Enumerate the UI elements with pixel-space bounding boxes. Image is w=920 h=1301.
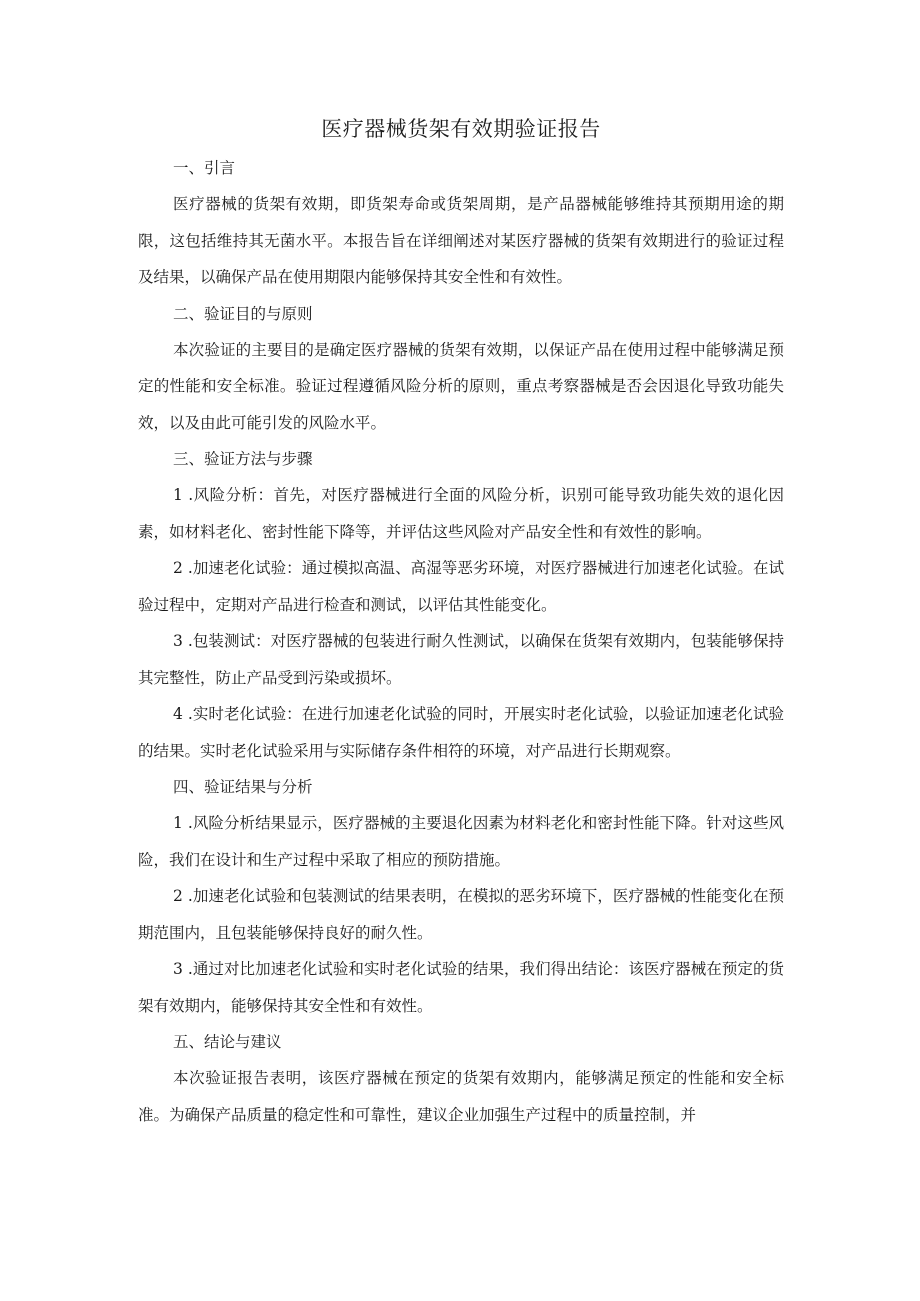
paragraph: 本次验证的主要目的是确定医疗器械的货架有效期，以保证产品在使用过程中能够满足预定的性能和安全标准。验证过程遵循风险分析的原则，重点考察器械是否会因退化导致功能失效，以及由此可能引发的风险水平。 [138,340,784,432]
section-heading: 三、验证方法与步骤 [173,450,313,468]
paragraph: 本次验证报告表明，该医疗器械在预定的货架有效期内，能够满足预定的性能和安全标准。为确保产品质量的稳定性和可靠性，建议企业加强生产过程中的质量控制，并 [138,1069,784,1124]
paragraph: 医疗器械的货架有效期，即货架寿命或货架周期，是产品器械能够维持其预期用途的期限，这包括维持其无菌水平。本报告旨在详细阐述对某医疗器械的货架有效期进行的验证过程及结果，以确保产品在使用期限内能够保持其安全性和有效性。 [138,195,784,286]
section-heading: 二、验证目的与原则 [173,304,313,323]
list-item: 2 .加速老化试验：通过模拟高温、高湿等恶劣环境，对医疗器械进行加速老化试验。在试验过程中，定期对产品进行检查和测试，以评估其性能变化。 [138,559,784,614]
section-results-analysis [138,769,784,1024]
section-heading: 一、引言 [173,159,236,177]
section-heading: 四、验证结果与分析 [173,778,313,796]
section-heading: 五、结论与建议 [173,1033,282,1051]
section-introduction [138,150,784,296]
document-title: 医疗器械货架有效期验证报告 [321,117,601,141]
list-item: 2 .加速老化试验和包装测试的结果表明，在模拟的恶劣环境下，医疗器械的性能变化在预期范围内，且包装能够保持良好的耐久性。 [138,887,784,942]
list-item: 3 .通过对比加速老化试验和实时老化试验的结果，我们得出结论：该医疗器械在预定的货架有效期内，能够保持其安全性和有效性。 [138,960,784,1015]
document-body [138,112,784,1133]
list-item: 3 .包装测试：对医疗器械的包装进行耐久性测试，以确保在货架有效期内，包装能够保持其完整性，防止产品受到污染或损坏。 [138,632,784,687]
section-purpose-principles [138,296,784,442]
list-item: 1 .风险分析结果显示，医疗器械的主要退化因素为材料老化和密封性能下降。针对这些风险，我们在设计和生产过程中采取了相应的预防措施。 [138,814,784,869]
list-item: 1 .风险分析：首先，对医疗器械进行全面的风险分析，识别可能导致功能失效的退化因素，如材料老化、密封性能下降等，并评估这些风险对产品安全性和有效性的影响。 [138,486,784,541]
section-conclusion-recommendations [138,1024,784,1133]
list-item: 4 .实时老化试验：在进行加速老化试验的同时，开展实时老化试验，以验证加速老化试验的结果。实时老化试验采用与实际储存条件相符的环境，对产品进行长期观察。 [138,705,784,760]
section-methods-steps [138,441,784,769]
